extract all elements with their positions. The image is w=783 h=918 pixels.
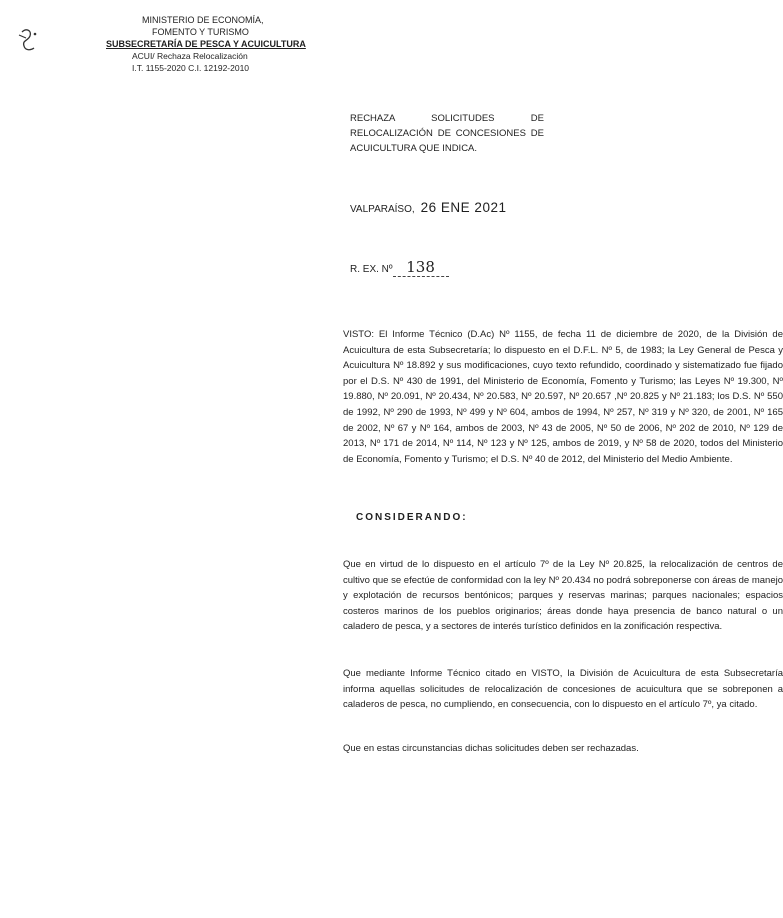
considerando-paragraph-1: Que en virtud de lo dispuesto en el artículo 7º de la Ley Nº 20.825, la relocalización de centros de cultivo que se efectúe de conformidad con la ley Nº 20.434 no podrá sobreponerse con áreas de manejo y explotación de recursos bentónicos; parques y reservas marinas; parques nacionales; espacios costeros marinos de los pueblos originarios; áreas donde haya presencia de banco natural o un caladero de pesca, y a sectores de interés turístico definidos en la zonificación respectiva. <box>343 559 783 633</box>
resolution-subject: RECHAZA SOLICITUDES DE RELOCALIZACIÓN DE CONCESIONES DE ACUICULTURA QUE INDICA. <box>350 113 544 154</box>
place-date <box>350 200 506 215</box>
ministry-subname: FOMENTO Y TURISMO <box>152 27 249 37</box>
ministry-header <box>106 14 316 74</box>
considerando-paragraph-3: Que en estas circunstancias dichas solicitudes deben ser rechazadas. <box>343 743 639 754</box>
ministry-name: MINISTERIO DE ECONOMÍA, <box>142 15 264 25</box>
rex-number-stamp: 138 <box>393 258 449 277</box>
report-reference: I.T. 1155-2020 C.I. 12192-2010 <box>132 63 250 73</box>
resolution-number <box>350 258 449 277</box>
visto-paragraph: VISTO: El Informe Técnico (D.Ac) Nº 1155, de fecha 11 de diciembre de 2020, de la División de Acuicultura de esta Subsecretaría; lo dispuesto en el D.F.L. Nº 5, de 1983; la Ley General de Pesca y Acuicultura Nº 18.892 y sus modificaciones, cuyo texto refundido, coordinado y sistematizado fue fijado por el D.S. Nº 430 de 1991, del Ministerio de Economía, Fomento y Turismo; las Leyes Nº 19.300, Nº 19.880, Nº 20.091, Nº 20.434, Nº 20.583, Nº 20.597, Nº 20.657 ,Nº 20.825 y Nº 21.183; los D.S. Nº 550 de 1992, Nº 290 de 1993, Nº 499 y Nº 604, ambos de 1994, Nº 257, Nº 319 y Nº 320, de 2001, Nº 165 de 2002, Nº 67 y Nº 164, ambos de 2003, Nº 43 de 2005, Nº 50 de 2006, Nº 202 de 2010, Nº 129 de 2013, Nº 171 de 2014, Nº 114, Nº 123 y Nº 125, ambos de 2019, y Nº 58 de 2020, todos del Ministerio de Economía, Fomento y Turismo; el D.S. Nº 40 de 2012, del Ministerio del Medio Ambiente. <box>343 329 783 465</box>
rex-label: R. EX. Nº <box>350 264 393 275</box>
handwritten-initial-icon <box>16 26 42 56</box>
reference-line: ACUI/ Rechaza Relocalización <box>132 51 248 61</box>
subsecretaria-name: SUBSECRETARÍA DE PESCA Y ACUICULTURA <box>106 39 306 49</box>
place-label: VALPARAÍSO, <box>350 204 415 215</box>
resolution-date-stamp: 26 ENE 2021 <box>420 200 507 215</box>
considerando-paragraph-2: Que mediante Informe Técnico citado en VISTO, la División de Acuicultura de esta Subsecretaría informa aquellas solicitudes de relocalización de concesiones de acuicultura que se sobreponen a caladeros de pesca, no cumpliendo, en consecuencia, con lo dispuesto en el artículo 7º, ya citado. <box>343 668 783 711</box>
considerando-heading: CONSIDERANDO: <box>356 512 468 523</box>
